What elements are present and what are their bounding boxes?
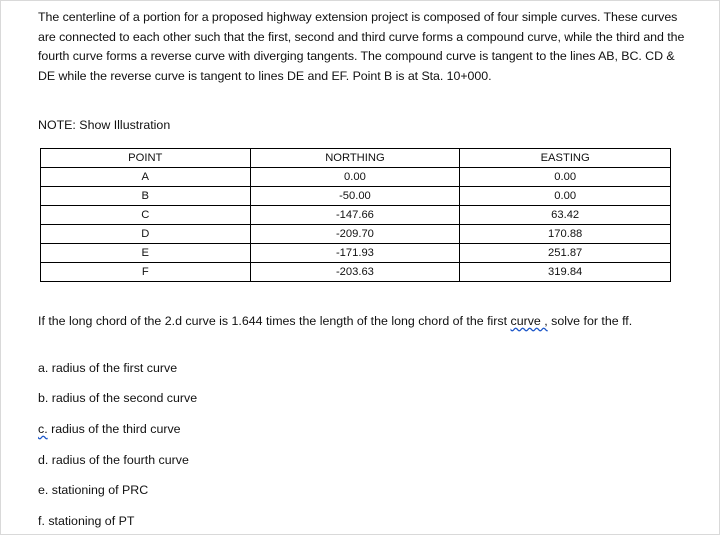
problem-paragraph: The centerline of a portion for a proposed highway extension project is composed of four simple curves. These curves are connected to each other such that the first, second and third curve forms a compound curve, while the third and the fourth curve forms a reverse curve with diverging tangents. The compound curve is tangent to the lines AB, BC. CD & DE while the reverse curve is tangent to lines DE and EF. Point B is at Sta. 10+000.	[38, 10, 685, 83]
note-text: NOTE: Show Illustration	[38, 118, 171, 132]
item-d: d. radius of the fourth curve	[38, 453, 189, 467]
spellcheck-flagged-word: curve ,	[510, 314, 548, 328]
cell-point: E	[41, 244, 251, 263]
cell-northing: -147.66	[250, 206, 460, 225]
cell-easting: 319.84	[460, 263, 671, 282]
cell-northing: -171.93	[250, 244, 460, 263]
question-before: If the long chord of the 2.d curve is 1.644 times the length of the long chord of the first	[38, 314, 511, 328]
cell-point: C	[41, 206, 251, 225]
item-c-letter: c.	[38, 422, 48, 436]
cell-easting: 251.87	[460, 244, 671, 263]
cell-easting: 0.00	[460, 168, 671, 187]
cell-northing: -203.63	[250, 263, 460, 282]
cell-northing: -50.00	[250, 187, 460, 206]
cell-point: D	[41, 225, 251, 244]
table-row	[41, 225, 671, 244]
cell-point: B	[41, 187, 251, 206]
cell-northing: 0.00	[250, 168, 460, 187]
item-e: e. stationing of PRC	[38, 483, 149, 497]
header-point: POINT	[41, 149, 251, 168]
item-c	[38, 422, 181, 436]
table-row	[41, 263, 671, 282]
cell-easting: 170.88	[460, 225, 671, 244]
table-row	[41, 168, 671, 187]
question-text	[38, 311, 678, 331]
cell-point: A	[41, 168, 251, 187]
item-c-text: radius of the third curve	[47, 422, 181, 436]
item-a: a. radius of the first curve	[38, 361, 178, 375]
header-northing: NORTHING	[250, 149, 460, 168]
header-easting: EASTING	[460, 149, 671, 168]
item-b: b. radius of the second curve	[38, 391, 198, 405]
item-f: f. stationing of PT	[38, 514, 135, 528]
table-row	[41, 244, 671, 263]
coordinates-table	[40, 148, 671, 282]
cell-point: F	[41, 263, 251, 282]
cell-easting: 0.00	[460, 187, 671, 206]
cell-northing: -209.70	[250, 225, 460, 244]
table-header-row	[41, 149, 671, 168]
table-row	[41, 187, 671, 206]
table-row	[41, 206, 671, 225]
question-after: solve for the ff.	[547, 314, 633, 328]
cell-easting: 63.42	[460, 206, 671, 225]
